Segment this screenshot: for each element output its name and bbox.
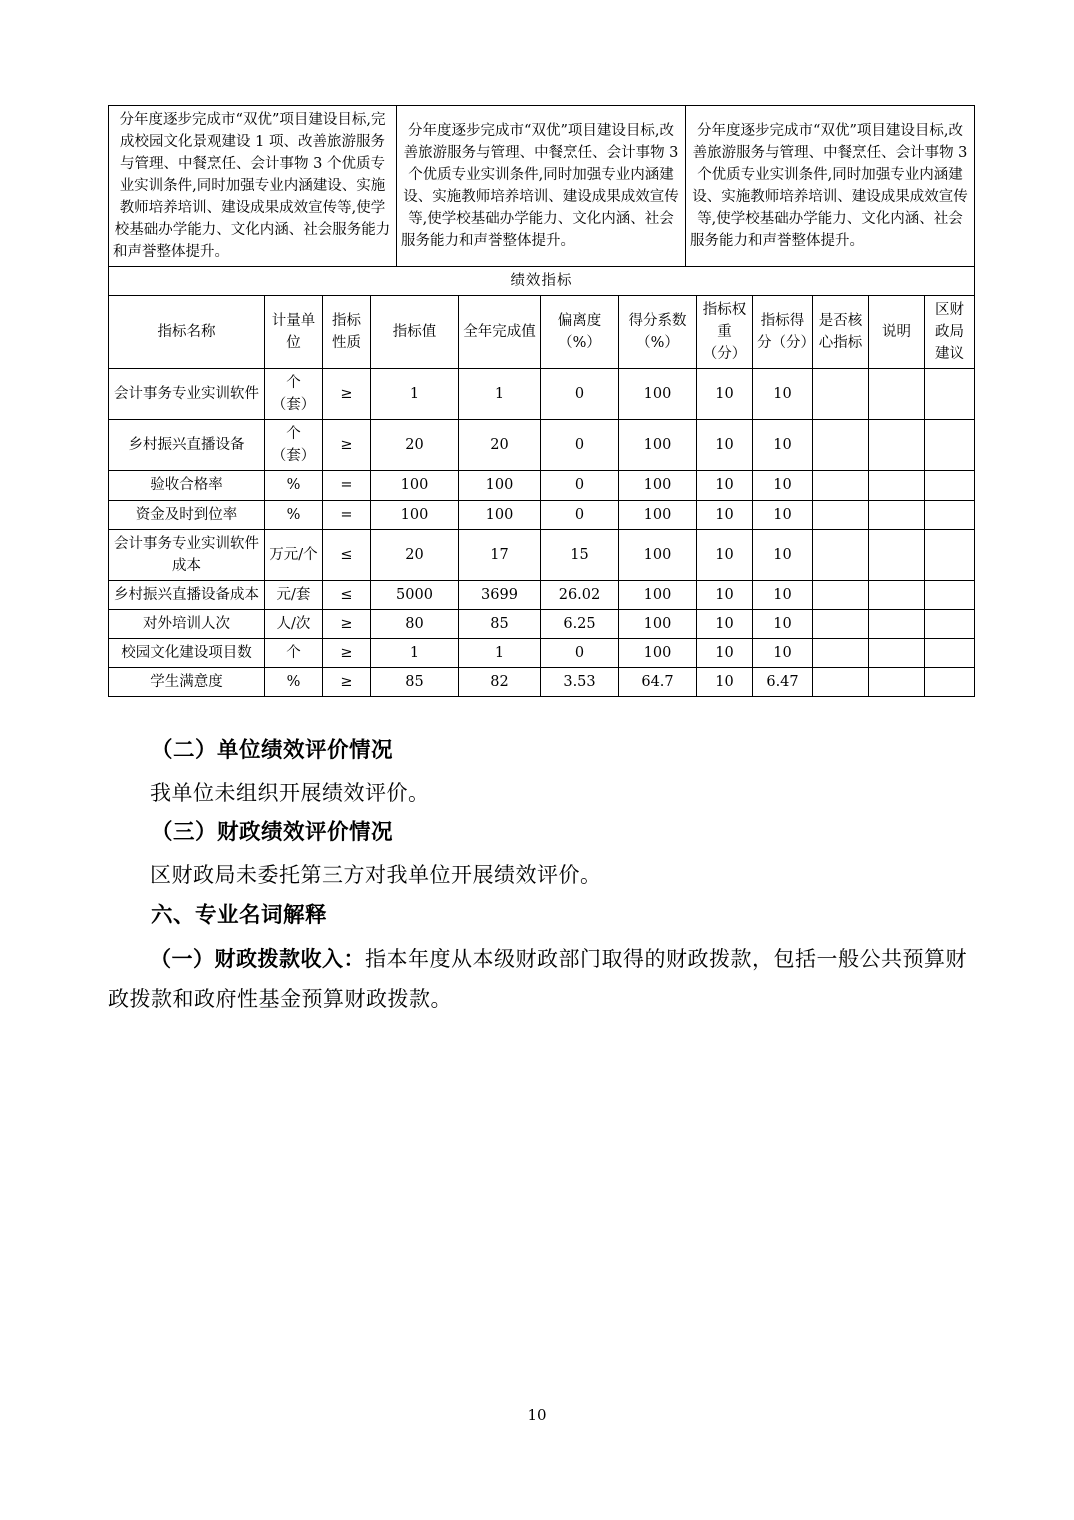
cell-nature: = (323, 471, 371, 500)
cell-deviation: 0 (541, 420, 619, 471)
heading-section-6: 六、专业名词解释 (151, 903, 328, 929)
cell-nature: ≤ (323, 580, 371, 609)
cell-target: 100 (371, 471, 459, 500)
cell-actual: 17 (459, 529, 541, 580)
page-number: 10 (527, 1406, 547, 1424)
paragraph-section-3: 区财政局未委托第三方对我单位开展绩效评价。 (150, 863, 602, 888)
table-section-title: 绩效指标 (109, 267, 975, 296)
cell-unit: 个 (265, 638, 323, 667)
cell-deviation: 0 (541, 471, 619, 500)
cell-is-core (813, 471, 869, 500)
cell-deviation: 15 (541, 529, 619, 580)
cell-indicator-name: 会计事务专业实训软件 (109, 369, 265, 420)
indicator-table (108, 295, 975, 696)
cell-score: 10 (753, 369, 813, 420)
cell-is-core (813, 369, 869, 420)
cell-nature: = (323, 500, 371, 529)
table-row (109, 500, 975, 529)
cell-weight: 10 (697, 580, 753, 609)
text-body (108, 731, 974, 1020)
table-row (109, 529, 975, 580)
cell-is-core (813, 529, 869, 580)
cell-score-coefficient: 100 (619, 500, 697, 529)
header-suggestion: 区财政局建议 (925, 296, 975, 369)
cell-deviation: 3.53 (541, 667, 619, 696)
cell-suggestion (925, 667, 975, 696)
table-row (109, 609, 975, 638)
cell-nature: ≥ (323, 667, 371, 696)
cell-score: 10 (753, 471, 813, 500)
cell-is-core (813, 500, 869, 529)
cell-suggestion (925, 500, 975, 529)
cell-score: 10 (753, 580, 813, 609)
section-title-row (109, 267, 975, 296)
cell-suggestion (925, 609, 975, 638)
cell-deviation: 26.02 (541, 580, 619, 609)
cell-note (869, 638, 925, 667)
cell-deviation: 0 (541, 638, 619, 667)
header-score: 指标得分（分） (753, 296, 813, 369)
cell-weight: 10 (697, 529, 753, 580)
cell-is-core (813, 580, 869, 609)
cell-score-coefficient: 100 (619, 420, 697, 471)
paragraph-term-1 (108, 939, 974, 1020)
cell-suggestion (925, 529, 975, 580)
cell-actual: 100 (459, 500, 541, 529)
cell-weight: 10 (697, 420, 753, 471)
cell-indicator-name: 校园文化建设项目数 (109, 638, 265, 667)
cell-nature: ≥ (323, 369, 371, 420)
cell-weight: 10 (697, 369, 753, 420)
cell-suggestion (925, 580, 975, 609)
cell-score-coefficient: 100 (619, 471, 697, 500)
cell-unit: 个（套） (265, 369, 323, 420)
cell-suggestion (925, 420, 975, 471)
table-row (109, 420, 975, 471)
term-1-text: 指本年度从本级财政部门取得的财政拨款，包括一般公共预算财政拨款和政府性基金预算财政拨款。 (108, 947, 967, 1011)
cell-is-core (813, 638, 869, 667)
cell-score-coefficient: 100 (619, 609, 697, 638)
cell-nature: ≥ (323, 638, 371, 667)
cell-score: 10 (753, 420, 813, 471)
cell-nature: ≥ (323, 420, 371, 471)
goal-row (109, 106, 975, 267)
header-score-coefficient: 得分系数（%） (619, 296, 697, 369)
header-nature: 指标性质 (323, 296, 371, 369)
cell-target: 20 (371, 529, 459, 580)
cell-unit: % (265, 471, 323, 500)
cell-target: 1 (371, 638, 459, 667)
cell-actual: 3699 (459, 580, 541, 609)
heading-section-2: （二）单位绩效评价情况 (151, 737, 394, 763)
table-row (109, 638, 975, 667)
cell-weight: 10 (697, 638, 753, 667)
cell-note (869, 580, 925, 609)
header-weight: 指标权重（分） (697, 296, 753, 369)
cell-note (869, 420, 925, 471)
cell-actual: 1 (459, 638, 541, 667)
cell-weight: 10 (697, 667, 753, 696)
header-target: 指标值 (371, 296, 459, 369)
cell-indicator-name: 对外培训人次 (109, 609, 265, 638)
header-note: 说明 (869, 296, 925, 369)
cell-score: 6.47 (753, 667, 813, 696)
table-row (109, 580, 975, 609)
cell-suggestion (925, 638, 975, 667)
cell-note (869, 471, 925, 500)
cell-indicator-name: 乡村振兴直播设备 (109, 420, 265, 471)
cell-nature: ≥ (323, 609, 371, 638)
paragraph-section-2: 我单位未组织开展绩效评价。 (150, 780, 430, 805)
cell-target: 20 (371, 420, 459, 471)
cell-deviation: 0 (541, 369, 619, 420)
cell-target: 1 (371, 369, 459, 420)
cell-deviation: 6.25 (541, 609, 619, 638)
cell-note (869, 667, 925, 696)
cell-target: 80 (371, 609, 459, 638)
cell-actual: 100 (459, 471, 541, 500)
cell-actual: 20 (459, 420, 541, 471)
cell-score-coefficient: 100 (619, 529, 697, 580)
heading-section-3: （三）财政绩效评价情况 (151, 820, 394, 846)
cell-is-core (813, 667, 869, 696)
indicator-header-row (109, 296, 975, 369)
header-is-core: 是否核心指标 (813, 296, 869, 369)
goal-cell-2: 分年度逐步完成市“双优”项目建设目标,改善旅游服务与管理、中餐烹任、会计事物 3 个优质专业实训条件,同时加强专业内涵建设、实施教师培养培训、建设成果成效宣传等,使学校基础办学能力、文化内涵、社会服务能力和声誉整体提升。 (397, 106, 686, 267)
cell-note (869, 500, 925, 529)
cell-indicator-name: 验收合格率 (109, 471, 265, 500)
cell-is-core (813, 609, 869, 638)
cell-note (869, 529, 925, 580)
cell-unit: 人/次 (265, 609, 323, 638)
cell-score-coefficient: 100 (619, 638, 697, 667)
cell-score: 10 (753, 609, 813, 638)
cell-actual: 1 (459, 369, 541, 420)
cell-unit: 万元/个 (265, 529, 323, 580)
table-row (109, 667, 975, 696)
cell-unit: % (265, 500, 323, 529)
term-1-label: （一）财政拨款收入： (150, 946, 365, 972)
cell-indicator-name: 学生满意度 (109, 667, 265, 696)
cell-nature: ≤ (323, 529, 371, 580)
goal-cell-1: 分年度逐步完成市“双优”项目建设目标,完成校园文化景观建设 1 项、改善旅游服务与管理、中餐烹任、会计事物 3 个优质专业实训条件,同时加强专业内涵建设、实施教师培养培训、建设成果成效宣传等,使学校基础办学能力、文化内涵、社会服务能力和声誉整体提升。 (109, 106, 397, 267)
cell-weight: 10 (697, 500, 753, 529)
cell-unit: 个（套） (265, 420, 323, 471)
cell-weight: 10 (697, 609, 753, 638)
cell-note (869, 609, 925, 638)
cell-weight: 10 (697, 471, 753, 500)
cell-note (869, 369, 925, 420)
cell-unit: % (265, 667, 323, 696)
header-unit: 计量单位 (265, 296, 323, 369)
cell-score-coefficient: 64.7 (619, 667, 697, 696)
cell-suggestion (925, 369, 975, 420)
cell-target: 100 (371, 500, 459, 529)
header-deviation: 偏离度（%） (541, 296, 619, 369)
cell-score: 10 (753, 500, 813, 529)
cell-unit: 元/套 (265, 580, 323, 609)
goal-cell-3: 分年度逐步完成市“双优”项目建设目标,改善旅游服务与管理、中餐烹任、会计事物 3 个优质专业实训条件,同时加强专业内涵建设、实施教师培养培训、建设成果成效宣传等,使学校基础办学能力、文化内涵、社会服务能力和声誉整体提升。 (686, 106, 975, 267)
cell-score: 10 (753, 529, 813, 580)
header-indicator-name: 指标名称 (109, 296, 265, 369)
performance-table (108, 105, 975, 296)
cell-indicator-name: 会计事务专业实训软件成本 (109, 529, 265, 580)
cell-target: 5000 (371, 580, 459, 609)
cell-actual: 85 (459, 609, 541, 638)
cell-score-coefficient: 100 (619, 580, 697, 609)
cell-suggestion (925, 471, 975, 500)
cell-indicator-name: 资金及时到位率 (109, 500, 265, 529)
cell-is-core (813, 420, 869, 471)
cell-score: 10 (753, 638, 813, 667)
cell-target: 85 (371, 667, 459, 696)
table-row (109, 471, 975, 500)
cell-actual: 82 (459, 667, 541, 696)
header-actual: 全年完成值 (459, 296, 541, 369)
table-row (109, 369, 975, 420)
cell-indicator-name: 乡村振兴直播设备成本 (109, 580, 265, 609)
cell-deviation: 0 (541, 500, 619, 529)
cell-score-coefficient: 100 (619, 369, 697, 420)
